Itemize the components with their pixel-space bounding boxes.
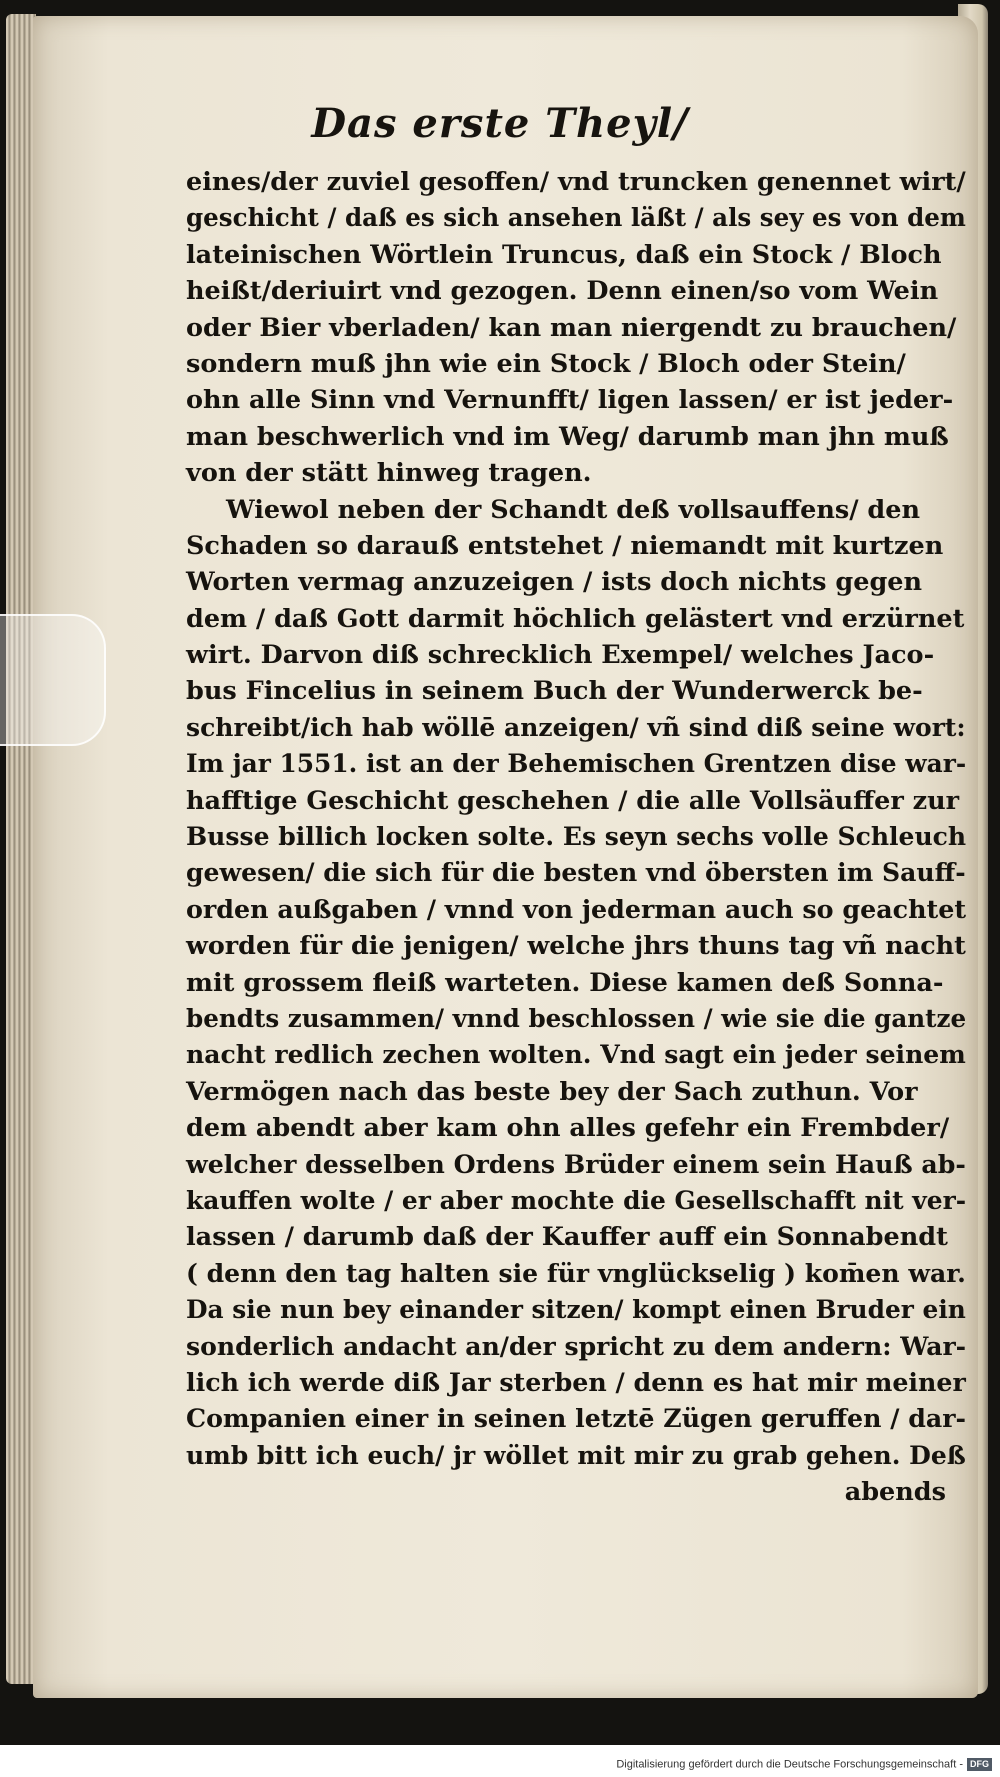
text-line: Schaden so darauß entstehet / niemandt mit kurtzen	[186, 530, 944, 561]
text-line: heißt/deriuirt vnd gezogen. Denn einen/so vom Wein	[186, 276, 939, 307]
text-line: oder Bier vberladen/ kan man niergendt zu brauchen/	[186, 312, 957, 343]
text-line: welcher desselben Ordens Brüder einem sein Hauß ab-	[186, 1149, 966, 1180]
text-line: man beschwerlich vnd im Weg/ darumb man jhn muß	[186, 421, 949, 452]
text-line: Da sie nun bey einander sitzen/ kompt einen Bruder ein	[186, 1295, 966, 1326]
text-line: sonderlich andacht an/der spricht zu dem andern: War-	[186, 1331, 967, 1362]
text-line: Wiewol neben der Schandt deß vollsauffens/ den	[226, 494, 921, 525]
text-line: Worten vermag anzuzeigen / ists doch nichts gegen	[186, 567, 923, 598]
digitization-credit	[616, 1758, 992, 1771]
catchword: abends	[844, 1477, 946, 1508]
text-line: lassen / darumb daß der Kauffer auff ein Sonnabendt	[186, 1222, 948, 1253]
body-text	[186, 164, 966, 1510]
text-line: lich ich werde diß Jar sterben / denn es hat mir meiner	[186, 1367, 966, 1398]
text-line: dem abendt aber kam ohn alles gefehr ein Frembder/	[186, 1113, 950, 1144]
text-line: Im jar 1551. ist an der Behemischen Grentzen dise war-	[186, 749, 967, 780]
text-line: bendts zusammen/ vnnd beschlossen / wie sie die gantze	[186, 1003, 967, 1034]
page-edges-left	[6, 14, 36, 1684]
text-line: ( denn den tag halten sie für vnglückselig ) kom̄en war.	[186, 1258, 966, 1289]
text-line: bus Fincelius in seinem Buch der Wunderwerck be-	[186, 676, 923, 707]
text-line: gewesen/ die sich für die besten vnd öbersten im Sauff-	[186, 858, 966, 889]
page-holder-clip	[0, 614, 106, 746]
text-line: ohn alle Sinn vnd Vernunfft/ ligen lassen/ er ist jeder-	[186, 385, 954, 416]
text-line: orden außgaben / vnnd von jederman auch so geachtet	[186, 894, 967, 925]
text-line: hafftige Geschicht geschehen / die alle Vollsäuffer zur	[186, 785, 960, 816]
text-line: mit grossem fleiß warteten. Diese kamen deß Sonna-	[186, 967, 944, 998]
text-line: von der stätt hinweg tragen.	[186, 458, 592, 489]
text-line: nacht redlich zechen wolten. Vnd sagt ein jeder seinem	[186, 1040, 966, 1071]
running-head: Das erste Theyl/	[311, 100, 689, 147]
text-line: sondern muß jhn wie ein Stock / Bloch oder Stein/	[186, 348, 906, 379]
text-line: lateinischen Wörtlein Truncus, daß ein Stock / Bloch	[186, 239, 942, 270]
credit-text: Digitalisierung gefördert durch die Deutsche Forschungsgemeinschaft -	[616, 1758, 963, 1771]
text-line: kauffen wolte / er aber mochte die Gesellschafft nit ver-	[186, 1185, 967, 1216]
text-line: Companien einer in seinen letztē Zügen geruffen / dar-	[186, 1404, 967, 1435]
text-line: Busse billich locken solte. Es seyn sechs volle Schleuch	[186, 822, 967, 853]
text-line: Vermögen nach das beste bey der Sach zuthun. Vor	[186, 1076, 918, 1107]
text-line: wirt. Darvon diß schrecklich Exempel/ welches Jaco-	[186, 640, 935, 671]
text-line: schreibt/ich hab wöllē anzeigen/ vñ sind diß seine wort:	[186, 712, 966, 743]
text-line: worden für die jenigen/ welche jhrs thuns tag vñ nacht	[186, 931, 966, 962]
dfg-logo: DFG	[967, 1758, 992, 1771]
text-line: geschicht / daß es sich ansehen läßt / als sey es von dem	[186, 203, 966, 234]
text-line: eines/der zuviel gesoffen/ vnd truncken genennet wirt/	[186, 167, 966, 197]
text-line: umb bitt ich euch/ jr wöllet mit mir zu grab gehen. Deß	[186, 1440, 966, 1471]
text-line: dem / daß Gott darmit höchlich gelästert vnd erzürnet	[186, 603, 965, 634]
